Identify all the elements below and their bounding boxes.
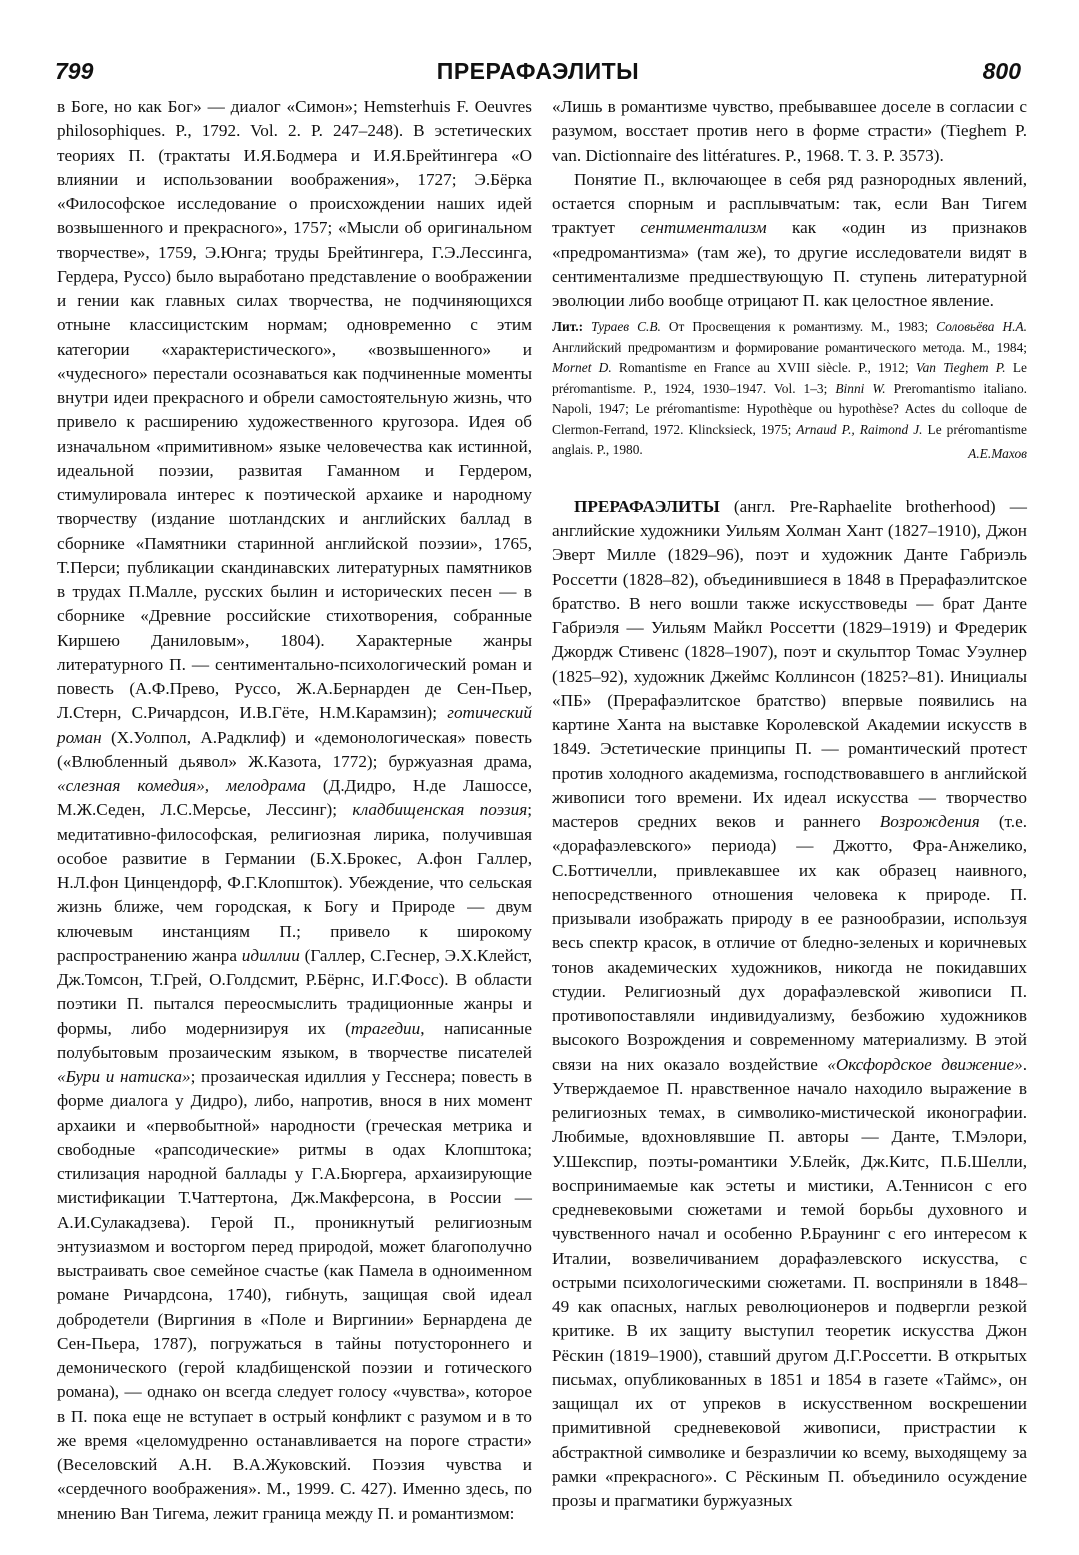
text-run: как «один из признаков «предромантизма» (там же), то другие исследователи видят в сентиментализме предшествующую П. ступень литературной эволюции либо вообще отрицают П. как целостное явление. xyxy=(552,218,1028,310)
text-run: . Утверждаемое П. нравственное начало находило выражение в религиозных темах, в символико-мистической иконографии. Любимые, вдохновлявшие П. авторы — Данте, Т.Мэлори, У.Шекспир, поэты-романтики У.Блейк, Дж.Китс, П.Б.Шелли, воспринимаемые как эстеты и мистики, А.Теннисон с его средневековыми сюжетами и темой борьбы духовного и чувственного начал и особенно Р.Браунинг с его интересом к Италии, возвеличиванием дорафаэлевского искусства, с острыми психологическими сюжетами. П. восприняли в 1848–49 как опасных, наглых революционеров и подвергли резкой критике. В их защиту выступил теоретик искусства Джон Рёскин (1819–1900), ставший другом Д.Г.Россетти. В открытых письмах, опубликованных в 1851 и 1854 в газете «Таймс», он защищал их от упреков в искусственном воскрешении примитивной средневековой живописи, пристрастии к абстрактной символике и безразличии ко всему, выходящему за рамки «прекрасного». С Рёскиным П. объединило осуждение прозы и прагматики буржуазных xyxy=(552,1054,1027,1510)
running-head: ПРЕРАФАЭЛИТЫ xyxy=(436,58,640,84)
text-run: От Просвещения к романтизму. М., 1983; xyxy=(660,319,937,335)
italic-term: идиллии xyxy=(241,945,300,965)
text-run: (англ. Pre-Raphaelite brotherhood) — английские художники Уильям Холман Хант (1827–1910), Джон Эверт Милле (1829–96), поэт и художник Данте Габриэль Россетти (1828–82), объединившиеся в 1848 в Прерафаэлитское братство. В него вошли также искусствоведы — брат Данте Габриэля — Уильям Майкл Россетти (1829–1919) и Фредерик Джордж Стивенс (1828–1907), поэт и скульптор Томас Уэулнер (1825–92), художник Джеймс Коллинсон (1825?–81). Инициалы «ПБ» (Прерафаэлитское братство) впервые появились на картине Ханта на выставке Королевской Академии искусств в 1849. Эстетические принципы П. — романтический протест против холодного академизма, господствовавшего в английской живописи того времени. Их идеал искусства — творчество мастеров средних веков и раннего xyxy=(552,496,1027,831)
entry-body xyxy=(552,497,1027,1510)
text-run: ; медитативно-философская, религиозная лирика, получившая особое развитие в Германии (Б.Х.Брокес, А.фон Галлер, Н.Л.фон Цинцендорф, Ф.Г.Клопшток). Убеждение, что сельская жизнь ближе, чем городская, к Богу и Природе — двум ключевым инстанциям П.; привело к широкому распространению жанра xyxy=(57,800,532,965)
italic-term: Binni W. xyxy=(835,380,886,396)
text-run: «Лишь в романтизме чувство, пребывавшее доселе в согласии с разумом, восстает против него в форме страсти» (Tieghem P. van. Dictionnaire des littératures. P., 1968. T. 3. P. 3573). xyxy=(552,97,1027,165)
text-run: Romantisme en France au XVIII siècle. P., 1912; xyxy=(611,360,916,376)
text-run: (т.е. «дорафаэлевского» периода) — Джотто, Фра-Анжелико, С.Боттичелли, привлекавшее их как образец наивного, непосредственного отношения человека к природе. П. призывали изображать природу в ее разнообразии, используя весь спектр красок, в отличие от бледно-зеленых и коричневых тонов академических художников, никогда не покидавших студии. Религиозный дух дорафаэлевской живописи П. противопоставляли индивидуализму, безбожию художников высокого Возрождения и современному материализму. В этой связи на них оказало воздействие xyxy=(552,812,1027,1074)
text-run: ; прозаическая идиллия у Гесснера; повесть в форме диалога у Дидро), либо, напротив, внося в них момент архаики и «первобытной» народности (греческая метрика и свободные «рапсодические» ритмы в одах Клопштока; стилизация народной баллады у Г.А.Бюргера, архаизирующие мистификации Т.Чаттертона, Дж.Макферсона, в России — А.И.Сулакадзева). Герой П., проникнутый религиозным энтузиазмом и восторгом перед природой, может благополучно выстраивать свое семейное счастье (как Памела в одноименном романе Ричардсона, 1740), гибнуть, защищая свой идеал добродетели (Виргиния в «Поле и Виргинии» Бернардена де Сен-Пьера, 1787), погружаться в тайны потустороннего и демонического (герой кладбищенской поэзии и готического романа), — однако он всегда следует голосу «чувства», которое в П. пока еще не вступает в острый конфликт с разумом и в то же время «целомудренно останавливается на пороге страсти» (Веселовский А.Н. В.А.Жуковский. Поэзия чувства и «сердечного воображения». М., 1999. С. 427). Именно здесь, по мнению Ван Тигема, лежит граница между П. и романтизмом: xyxy=(57,1067,532,1523)
left-article-text xyxy=(57,95,532,1526)
italic-term: кладбищенская поэзия xyxy=(352,800,528,820)
text-run: Английский предромантизм и формирование романтического метода. М., 1984; xyxy=(552,339,1027,355)
right-concept-paragraph xyxy=(552,168,1027,314)
text-run: Preromantismo italiano. Napoli, 1947; Le préromantisme: Hypothèque ou hypothèse? Actes du colloque de Clermon-Ferrand, 1972. Klincksieck, 1975; xyxy=(552,380,1027,437)
page-header xyxy=(55,58,1021,92)
entry-prerafaelity xyxy=(552,495,1027,1514)
right-quote-paragraph xyxy=(552,95,1027,168)
literature-label: Лит.: xyxy=(552,319,584,335)
italic-term: трагедии xyxy=(350,1018,421,1038)
entry-separator xyxy=(552,465,1027,495)
text-run: Le préromantisme anglais. P., 1980. xyxy=(552,421,1027,458)
text-run: Le préromantisme. P., 1924, 1930–1947. Vol. 1–3; xyxy=(552,360,1027,396)
italic-term: «Бури и натиска» xyxy=(57,1067,191,1086)
literature-entries xyxy=(552,319,1027,457)
right-column xyxy=(552,95,1027,1513)
italic-term: Возрождения xyxy=(879,812,980,831)
italic-term: готический роман xyxy=(57,703,532,747)
page-number-right: 800 xyxy=(982,58,1021,84)
italic-term: Van Tieghem P. xyxy=(915,360,1006,376)
left-column xyxy=(57,95,532,1526)
text-run: (Д.Дидро, Н.де Лашоссе, М.Ж.Седен, Л.С.Мерсье, Лессинг); xyxy=(57,776,532,820)
text-run: (Галлер, С.Геснер, Э.Х.Клейст, Дж.Томсон, Т.Грей, О.Голдсмит, Р.Бёрнс, И.Г.Фосс). В области поэтики П. пытался переосмыслить традиционные жанры и формы, либо модернизируя их ( xyxy=(57,945,532,1038)
italic-term: «слезная комедия», мелодрама xyxy=(57,776,306,795)
text-run: (Х.Уолпол, А.Радклиф) и «демонологическая» повесть («Влюбленный дьявол» Ж.Казота, 1772); буржуазная драма, xyxy=(57,727,532,771)
article-author: А.Е.Махов xyxy=(968,446,1027,462)
entry-term: ПРЕРАФАЭЛИТЫ xyxy=(574,496,720,516)
text-run: , написанные полубытовым прозаическим языком, в творчестве писателей xyxy=(57,1018,532,1062)
text-run: Понятие П., включающее в себя ряд разнородных явлений, остается спорным и расплывчатым: так, если Ван Тигем трактует xyxy=(552,169,1027,238)
italic-term: Mornet D. xyxy=(552,360,612,376)
italic-term: сентиментализм xyxy=(640,218,767,238)
text-run xyxy=(583,319,591,334)
text-run: в Боге, но как Бог» — диалог «Симон»; Hemsterhuis F. Oeuvres philosophiques. P., 1792. Vol. 2. P. 247–248). В эстетических теориях П. (трактаты И.Я.Бодмера и И.Я.Брейтингера «О влиянии и использовании воображения», 1727; Э.Бёрка «Философское исследование о происхождении наших идей возвышенного и прекрасного», 1757; «Мысли об оригинальном творчестве», 1759, Э.Юнга; труды Брейтингера, Г.Э.Лессинга, Гердера, Руссо) было выработано представление о воображении и гении как главных силах творчества, не подчиняющихся отныне классицистским нормам; одновременно с этим категории «характеристического», «возвышенного» и «чудесного» перестали осознаваться как подчиненные моменты внутри идеи прекрасного и обрели самостоятельную жизнь, что привело к расширению художественного кругозора. Идея об изначальном «примитивном» языке человечества как истинной, идеальной поэзии, развитая Гаманном и Гердером, стимулировала интерес к поэтической архаике и народному творчеству (издание шотландских и английских баллад в сборнике «Памятники старинной английской поэзии», 1765, Т.Перси; публикации скандинавских литературных памятников в трудах П.Малле, русских былин и исторических песен — в сборнике «Древние российские стихотворения, собранные Киршею Даниловым», 1804). Характерные жанры литературного П. — сентиментально-психологический роман и повесть (А.Ф.Прево, Руссо, Ж.А.Бернарден де Сен-Пьер, Л.Стерн, С.Ричардсон, И.В.Гёте, Н.М.Карамзин); xyxy=(57,97,532,723)
italic-term: Arnaud P., Raimond J. xyxy=(796,421,923,437)
literature-list xyxy=(552,317,1027,461)
page-number-left: 799 xyxy=(55,58,94,84)
italic-term: Тураев С.В. xyxy=(591,319,661,335)
italic-term: Соловьёва Н.А. xyxy=(936,319,1027,335)
italic-term: «Оксфордское движение» xyxy=(827,1054,1023,1074)
